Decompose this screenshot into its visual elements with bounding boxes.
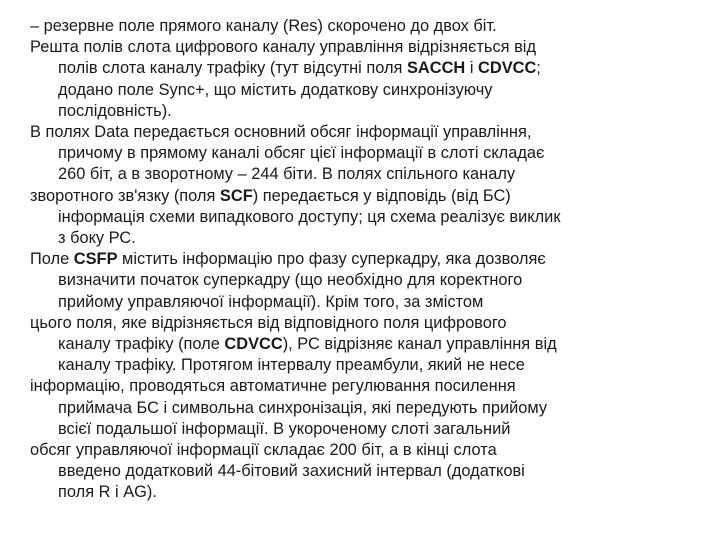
text-run: 260 біт, а в зворотному – 244 біти. В полях спільного каналу bbox=[58, 165, 516, 184]
text-line bbox=[30, 292, 710, 313]
text-run: цього поля, яке відрізняється від відповідного поля цифрового bbox=[30, 313, 507, 332]
bold-term: CSFP bbox=[73, 250, 118, 269]
text-line bbox=[30, 58, 710, 79]
text-line bbox=[30, 270, 710, 291]
text-run: і bbox=[465, 59, 479, 78]
text-line bbox=[30, 440, 710, 461]
text-run: з боку РС. bbox=[58, 229, 136, 248]
text-line bbox=[30, 16, 710, 37]
document-text bbox=[30, 16, 710, 504]
text-run: В полях Data передається основний обсяг інформації управління, bbox=[30, 123, 532, 142]
text-run: ), РС відрізняє канал управління від bbox=[282, 335, 557, 354]
text-run: введено додатковий 44-бітовий захисний інтервал (додаткові bbox=[58, 462, 525, 481]
bold-term: CDVCC bbox=[224, 335, 283, 354]
text-run: додано поле Sync+, що містить додаткову синхронізуючу bbox=[58, 80, 493, 99]
text-line bbox=[30, 164, 710, 185]
text-run: зворотного зв'язку (поля bbox=[30, 186, 220, 205]
text-line bbox=[30, 419, 710, 440]
text-run: всієї подальшої інформації. В укороченому слоті загальний bbox=[58, 419, 511, 438]
text-line bbox=[30, 228, 710, 249]
text-line bbox=[30, 355, 710, 376]
text-run: ; bbox=[536, 59, 541, 78]
text-line bbox=[30, 334, 710, 355]
text-line bbox=[30, 37, 710, 58]
text-line bbox=[30, 101, 710, 122]
bold-term: CDVCC bbox=[478, 59, 537, 78]
text-line bbox=[30, 398, 710, 419]
text-run: інформацію, проводяться автоматичне регулювання посилення bbox=[30, 377, 516, 396]
text-run: визначити початок суперкадру (що необхідно для коректного bbox=[58, 271, 523, 290]
text-run: Поле bbox=[30, 250, 74, 269]
text-run: каналу трафіку (поле bbox=[58, 335, 225, 354]
text-run: містить інформацію про фазу суперкадру, яка дозволяє bbox=[117, 250, 546, 269]
text-line bbox=[30, 122, 710, 143]
text-run: каналу трафіку. Протягом інтервалу преамбули, який не несе bbox=[58, 356, 525, 375]
text-run: інформація схеми випадкового доступу; ця схема реалізує виклик bbox=[58, 207, 561, 226]
text-run: прийому управляючої інформації). Крім того, за змістом bbox=[58, 292, 484, 311]
text-line bbox=[30, 376, 710, 397]
text-run: причому в прямому каналі обсяг цієї інформації в слоті складає bbox=[58, 144, 545, 163]
text-line bbox=[30, 313, 710, 334]
bold-term: SCF bbox=[219, 186, 253, 205]
text-line bbox=[30, 80, 710, 101]
text-run: Решта полів слота цифрового каналу управління відрізняється від bbox=[30, 38, 537, 57]
text-run: ) передається у відповідь (від БС) bbox=[252, 186, 511, 205]
text-line bbox=[30, 249, 710, 270]
text-line bbox=[30, 482, 710, 503]
text-run: приймача БС і символьна синхронізація, які передують прийому bbox=[58, 398, 548, 417]
text-run: обсяг управляючої інформації складає 200 біт, а в кінці слота bbox=[30, 441, 497, 460]
bold-term: SACCH bbox=[406, 59, 466, 78]
text-line bbox=[30, 461, 710, 482]
text-line bbox=[30, 207, 710, 228]
text-line bbox=[30, 143, 710, 164]
text-run: поля R і AG). bbox=[58, 483, 157, 502]
text-run: полів слота каналу трафіку (тут відсутні поля bbox=[58, 59, 407, 78]
text-run: – резервне поле прямого каналу (Res) скорочено до двох біт. bbox=[30, 17, 497, 35]
text-run: послідовність). bbox=[58, 101, 172, 120]
text-line bbox=[30, 186, 710, 207]
